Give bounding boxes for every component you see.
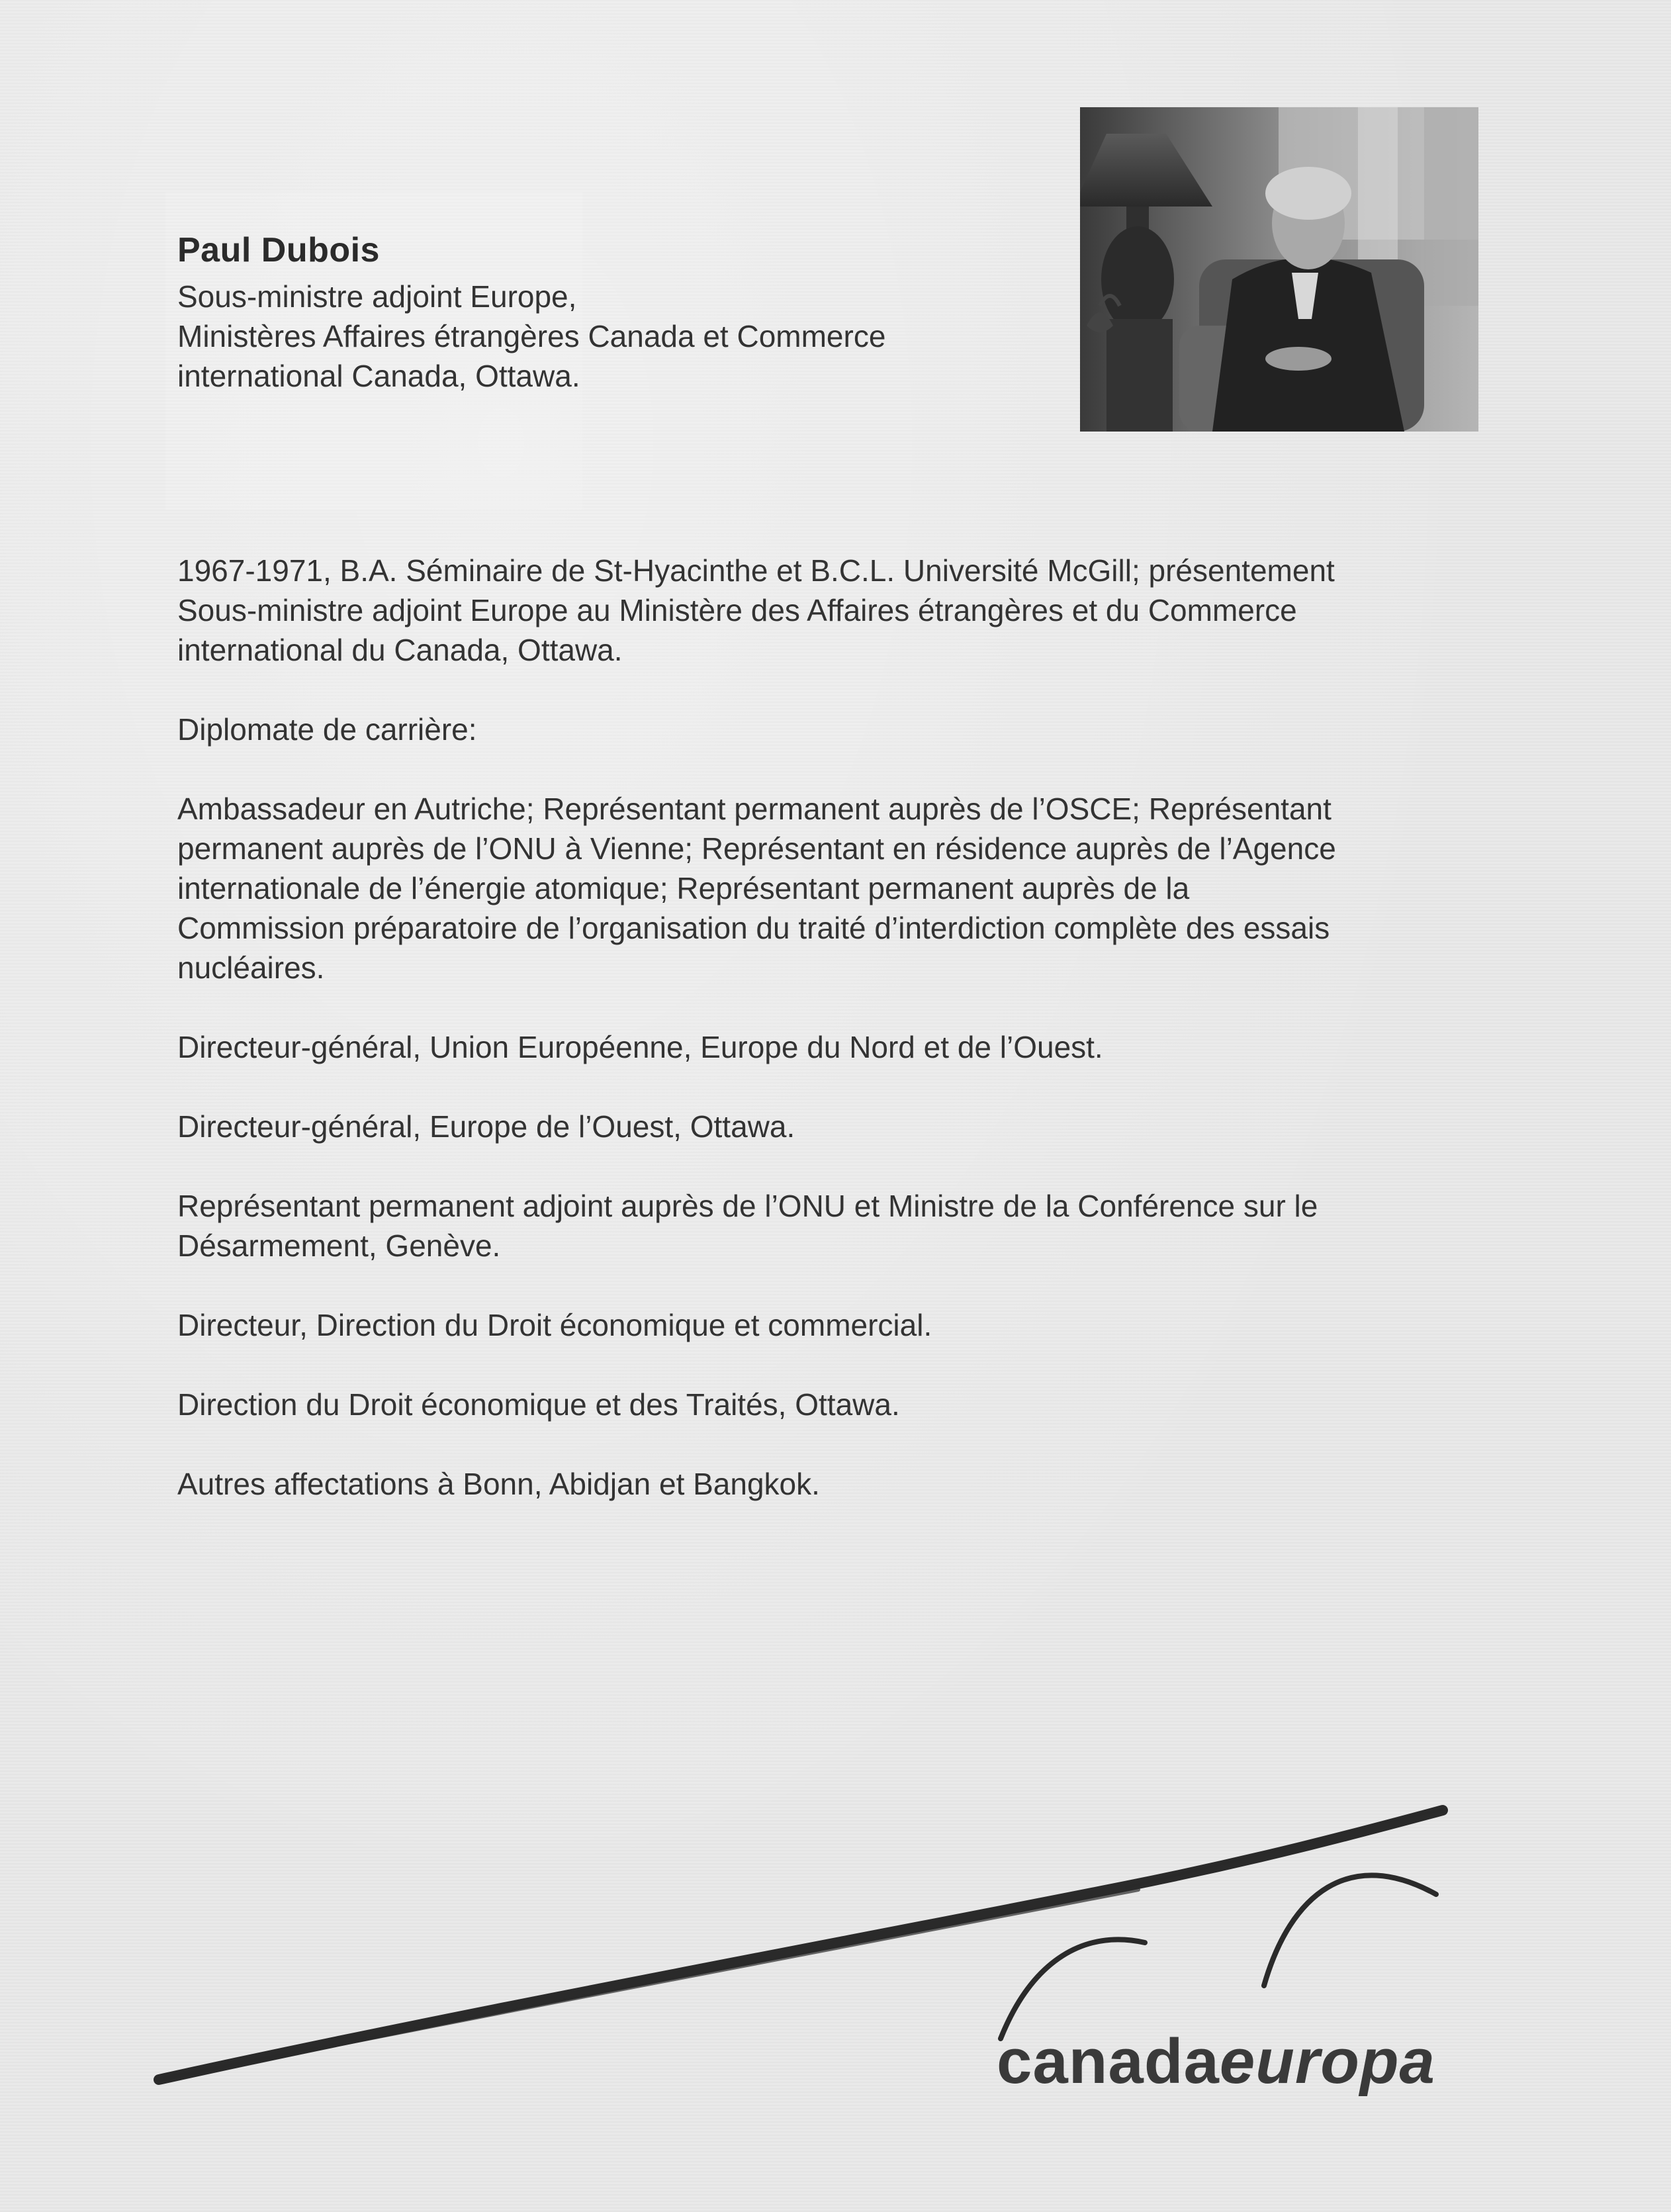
bio-paragraph xyxy=(177,551,1488,670)
person-title-line: Ministères Affaires étrangères Canada et Commerce xyxy=(177,319,886,353)
portrait-photo xyxy=(1080,107,1478,432)
bio-line: 1967-1971, B.A. Séminaire de St-Hyacinthe et B.C.L. Université McGill; présentement xyxy=(177,553,1335,588)
bio-line: Ambassadeur en Autriche; Représentant permanent auprès de l’OSCE; Représentant xyxy=(177,792,1332,826)
portrait-photo-icon xyxy=(1080,107,1478,432)
bio-line: Représentant permanent adjoint auprès de l’ONU et Ministre de la Conférence sur le xyxy=(177,1189,1318,1223)
person-name: Paul Dubois xyxy=(177,231,380,269)
person-title-line: Sous-ministre adjoint Europe, xyxy=(177,279,577,314)
bio-line: Désarmement, Genève. xyxy=(177,1228,501,1263)
canadaeuropa-logo xyxy=(997,2025,1435,2098)
bio-line: nucléaires. xyxy=(177,950,325,985)
person-title-line: international Canada, Ottawa. xyxy=(177,359,580,393)
bio-paragraph xyxy=(177,1464,1488,1504)
bio-paragraph xyxy=(177,1027,1488,1067)
bio-paragraph xyxy=(177,1305,1488,1345)
biography xyxy=(177,551,1488,1544)
bio-paragraph xyxy=(177,1385,1488,1424)
bio-paragraph xyxy=(177,1107,1488,1146)
bio-paragraph xyxy=(177,789,1488,988)
bio-line: permanent auprès de l’ONU à Vienne; Représentant en résidence auprès de l’Agence xyxy=(177,831,1336,866)
logo-europa-text: europa xyxy=(1219,2026,1435,2097)
bio-line: Commission préparatoire de l’organisation du traité d’interdiction complète des essais xyxy=(177,911,1330,945)
bio-line: Directeur-général, Union Européenne, Europe du Nord et de l’Ouest. xyxy=(177,1030,1103,1064)
bio-line: Diplomate de carrière: xyxy=(177,712,477,747)
bio-line: Autres affectations à Bonn, Abidjan et Bangkok. xyxy=(177,1467,820,1501)
bio-paragraph xyxy=(177,710,1488,749)
bio-paragraph xyxy=(177,1186,1488,1266)
bio-line: Directeur-général, Europe de l’Ouest, Ottawa. xyxy=(177,1109,795,1144)
bio-line: international du Canada, Ottawa. xyxy=(177,633,623,667)
person-title xyxy=(177,277,885,396)
logo-canada-text: canada xyxy=(997,2026,1220,2097)
bio-line: Directeur, Direction du Droit économique et commercial. xyxy=(177,1308,932,1342)
bio-line: Direction du Droit économique et des Traités, Ottawa. xyxy=(177,1387,900,1422)
bio-line: Sous-ministre adjoint Europe au Ministère des Affaires étrangères et du Commerce xyxy=(177,593,1297,627)
bio-line: internationale de l’énergie atomique; Représentant permanent auprès de la xyxy=(177,871,1190,905)
